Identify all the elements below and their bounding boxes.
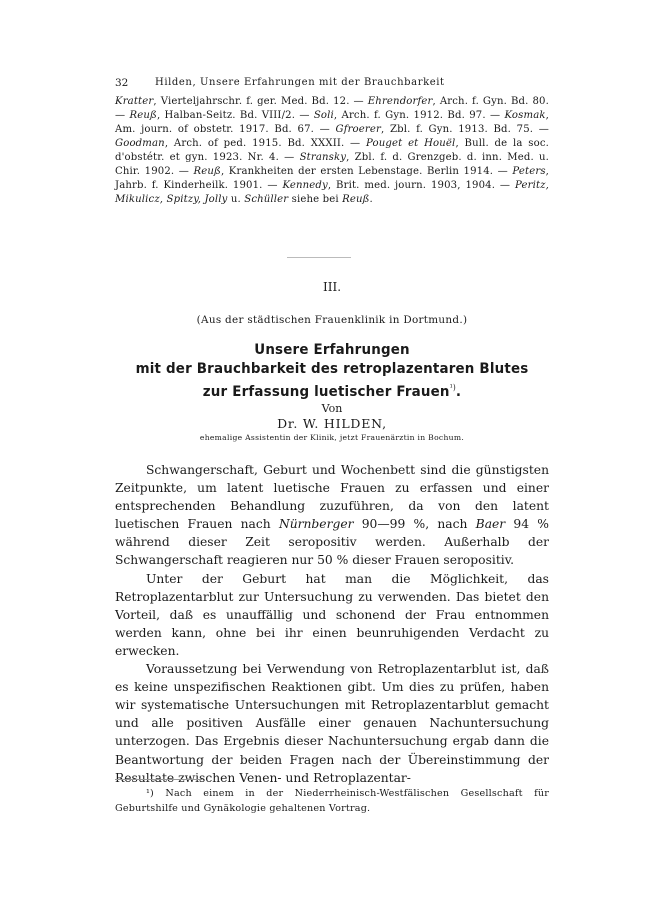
title-footnote-marker: ¹) <box>449 383 456 392</box>
page-number: 32 <box>115 77 129 89</box>
reference-text: , Brit. med. journ. 1903, 1904. — <box>327 180 515 192</box>
reference-text: , Bull. de la soc. d'obstétr. et gyn. 1923. Nr. 4. — <box>115 138 549 164</box>
author-affiliation: ehemalige Assistentin der Klinik, jetzt Frauenärztin in Bochum. <box>199 433 465 442</box>
reference-text: , Arch. of ped. 1915. Bd. XXXII. — <box>164 138 366 150</box>
footnote-marker: ¹) <box>146 788 154 799</box>
reference-author: Soli <box>313 110 334 122</box>
reference-text: , Halban-Seitz. Bd. VIII/2. — <box>156 110 314 122</box>
paragraph: Schwangerschaft, Geburt und Wochenbett sind die günstigsten Zeitpunkte, um latent luetische Frauen zu erfassen und einer entsprechenden Behandlung zuzuführen, da von den latent luetischen Frauen nach Nürnberger 90—99 %, nach Baer 94 % während dieser Zeit seropositiv werden. Außerhalb der Schwangerschaft reagieren nur 50 % dieser Frauen seropositiv. <box>115 463 549 568</box>
running-title: Hilden, Unsere Erfahrungen mit der Brauchbarkeit <box>155 77 445 88</box>
reference-author: Gfroerer <box>335 124 381 136</box>
reference-text: , Arch. f. Gyn. Bd. 80. — <box>115 96 549 122</box>
author-name: Dr. W. HILDEN, <box>277 416 387 431</box>
section-divider <box>287 257 351 258</box>
reference-text: , Krankheiten der ersten Lebenstage. Berlin 1914. — <box>220 166 513 178</box>
reference-text: . <box>369 194 373 206</box>
paragraph: Voraussetzung bei Verwendung von Retroplazentarblut ist, daß es keine unspezifischen Reaktionen gibt. Um dies zu prüfen, haben wir systematische Untersuchungen mit Retroplazentarblut gemacht und alle positiven Ausfälle einer genauen Nachuntersuchung unterzogen. Das Ergebnis dieser Nachuntersuchung ergab dann die Beantwortung der beiden Fragen nach der Übereinstimmung der Resultate zwischen Venen- und Retroplazentar- <box>115 662 549 785</box>
reference-text: siehe bei <box>288 194 343 206</box>
cited-author: Nürnberger <box>278 517 354 532</box>
article-title <box>132 340 531 401</box>
title-line-text: zur Erfassung luetischer Frauen <box>202 382 450 400</box>
reference-text: , Jahrb. f. Kinderheilk. 1901. — <box>115 166 550 192</box>
reference-author: Goodman <box>115 138 165 150</box>
title-line: Unsere Erfahrungen <box>254 341 410 358</box>
cited-author: Baer <box>475 517 506 532</box>
reference-author: Kosmak <box>504 110 546 122</box>
footnote-text: Nach einem in der Niederrheinisch-Westfälischen Gesellschaft für Geburtshilfe und Gynäkologie gehaltenen Vortrag. <box>115 788 549 814</box>
section-number: III. <box>322 280 342 294</box>
reference-author: Reuß <box>193 166 221 178</box>
reference-text: , Vierteljahrschr. f. ger. Med. Bd. 12. — <box>153 96 368 107</box>
reference-author: Ehrendorfer <box>367 96 433 107</box>
reference-text: , Arch. f. Gyn. 1912. Bd. 97. — <box>333 110 505 122</box>
title-line: zur Erfassung luetischer Frauen$^{^1)}$. <box>202 382 462 400</box>
reference-author: Kennedy <box>282 180 328 192</box>
reference-author: Stransky <box>299 152 347 164</box>
reference-author: Reuß <box>342 194 370 206</box>
paragraph: Unter der Geburt hat man die Möglichkeit, das Retroplazentarblut zur Untersuchung zu verwenden. Das bietet den Vorteil, daß es unauffällig und schonend der Frau entnommen werden kann, ohne bei ihr einen beunruhigenden Verdacht zu erwecken. <box>115 571 549 658</box>
reference-author: Schüller <box>244 194 289 206</box>
reference-author: Peritz, Mikulicz, Spitzy, Jolly <box>115 180 549 206</box>
title-line: mit der Brauchbarkeit des retroplazentaren Blutes <box>135 360 529 377</box>
reference-text: u. <box>227 194 245 206</box>
reference-author: Peters <box>512 166 546 178</box>
reference-text: , Am. journ. of obstetr. 1917. Bd. 67. — <box>115 110 549 136</box>
footnote <box>115 787 549 816</box>
institution-line: (Aus der städtischen Frauenklinik in Dortmund.) <box>196 314 468 326</box>
footnote-divider <box>115 779 202 780</box>
reference-text: , Zbl. f. Gyn. 1913. Bd. 75. — <box>380 124 549 136</box>
reference-list <box>115 95 549 207</box>
byline-von: Von <box>321 402 343 415</box>
reference-author: Pouget et Houël <box>366 138 456 150</box>
reference-author: Kratter <box>115 96 154 107</box>
article-body <box>115 461 549 787</box>
running-header <box>115 77 545 89</box>
reference-text: , Zbl. f. d. Grenzgeb. d. inn. Med. u. Chir. 1902. — <box>115 152 550 178</box>
reference-author: Reuß <box>129 110 157 122</box>
